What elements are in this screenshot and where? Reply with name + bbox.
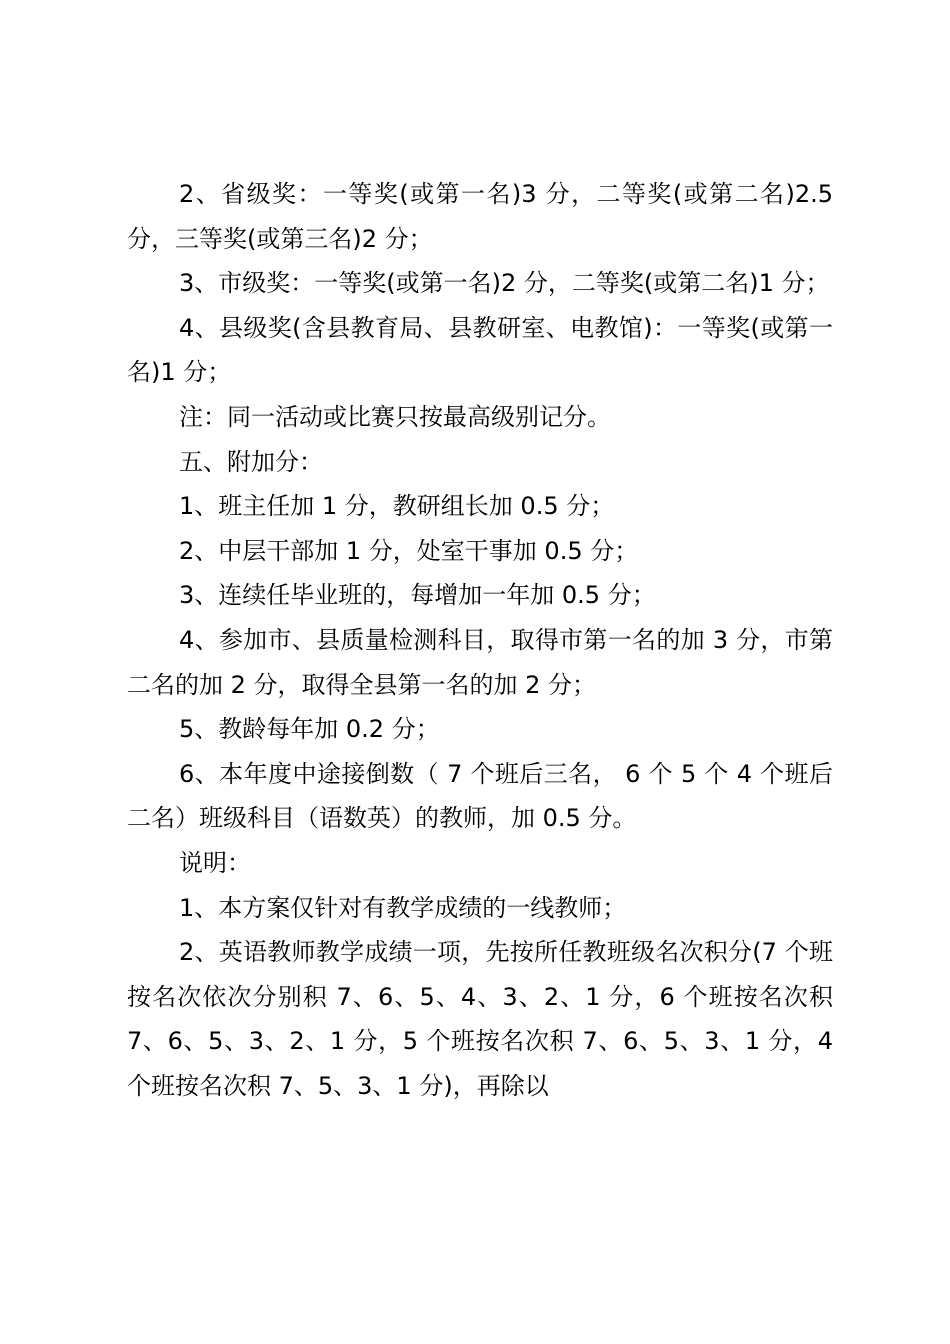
paragraph-bonus-3: 3、连续任毕业班的，每增加一年加 0.5 分； <box>179 581 656 610</box>
paragraph-notes-2: 2、英语教师教学成绩一项，先按所任教班级名次积分(7 个班按名次依次分别积 7、6、5、4、3、2、1 分，6 个班按名次积 7、6、5、3、2、1 分，5 个班按名次积 7、6、5、3、1 分，4 个班按名次积 7、5、3、1 分)，再除以 <box>127 938 833 1100</box>
paragraph-bonus-4: 4、参加市、县质量检测科目，取得市第一名的加 3 分，市第二名的加 2 分，取得全县第一名的加 2 分； <box>127 625 833 699</box>
paragraph-bonus-2: 2、中层干部加 1 分，处室干事加 0.5 分； <box>179 536 639 565</box>
section-heading-notes: 说明： <box>179 848 251 877</box>
paragraph-notes-1: 1、本方案仅针对有教学成绩的一线教师； <box>179 893 627 922</box>
paragraph-provincial-award: 2、省级奖：一等奖(或第一名)3 分，二等奖(或第二名)2.5 分，三等奖(或第三名)2 分； <box>127 180 833 253</box>
section-heading-bonus: 五、附加分： <box>179 447 323 476</box>
paragraph-bonus-1: 1、班主任加 1 分，教研组长加 0.5 分； <box>179 492 615 521</box>
paragraph-note: 注：同一活动或比赛只按最高级别记分。 <box>179 402 611 431</box>
document-body <box>127 172 833 1108</box>
paragraph-bonus-6: 6、本年度中途接倒数（ 7 个班后三名， 6 个 5 个 4 个班后二名）班级科目（语数英）的教师，加 0.5 分。 <box>127 759 833 833</box>
paragraph-bonus-5: 5、教龄每年加 0.2 分； <box>179 715 440 744</box>
paragraph-city-award: 3、市级奖：一等奖(或第一名)2 分，二等奖(或第二名)1 分； <box>179 269 830 298</box>
paragraph-county-award: 4、县级奖(含县教育局、县教研室、电教馆)：一等奖(或第一名)1 分； <box>127 313 833 387</box>
